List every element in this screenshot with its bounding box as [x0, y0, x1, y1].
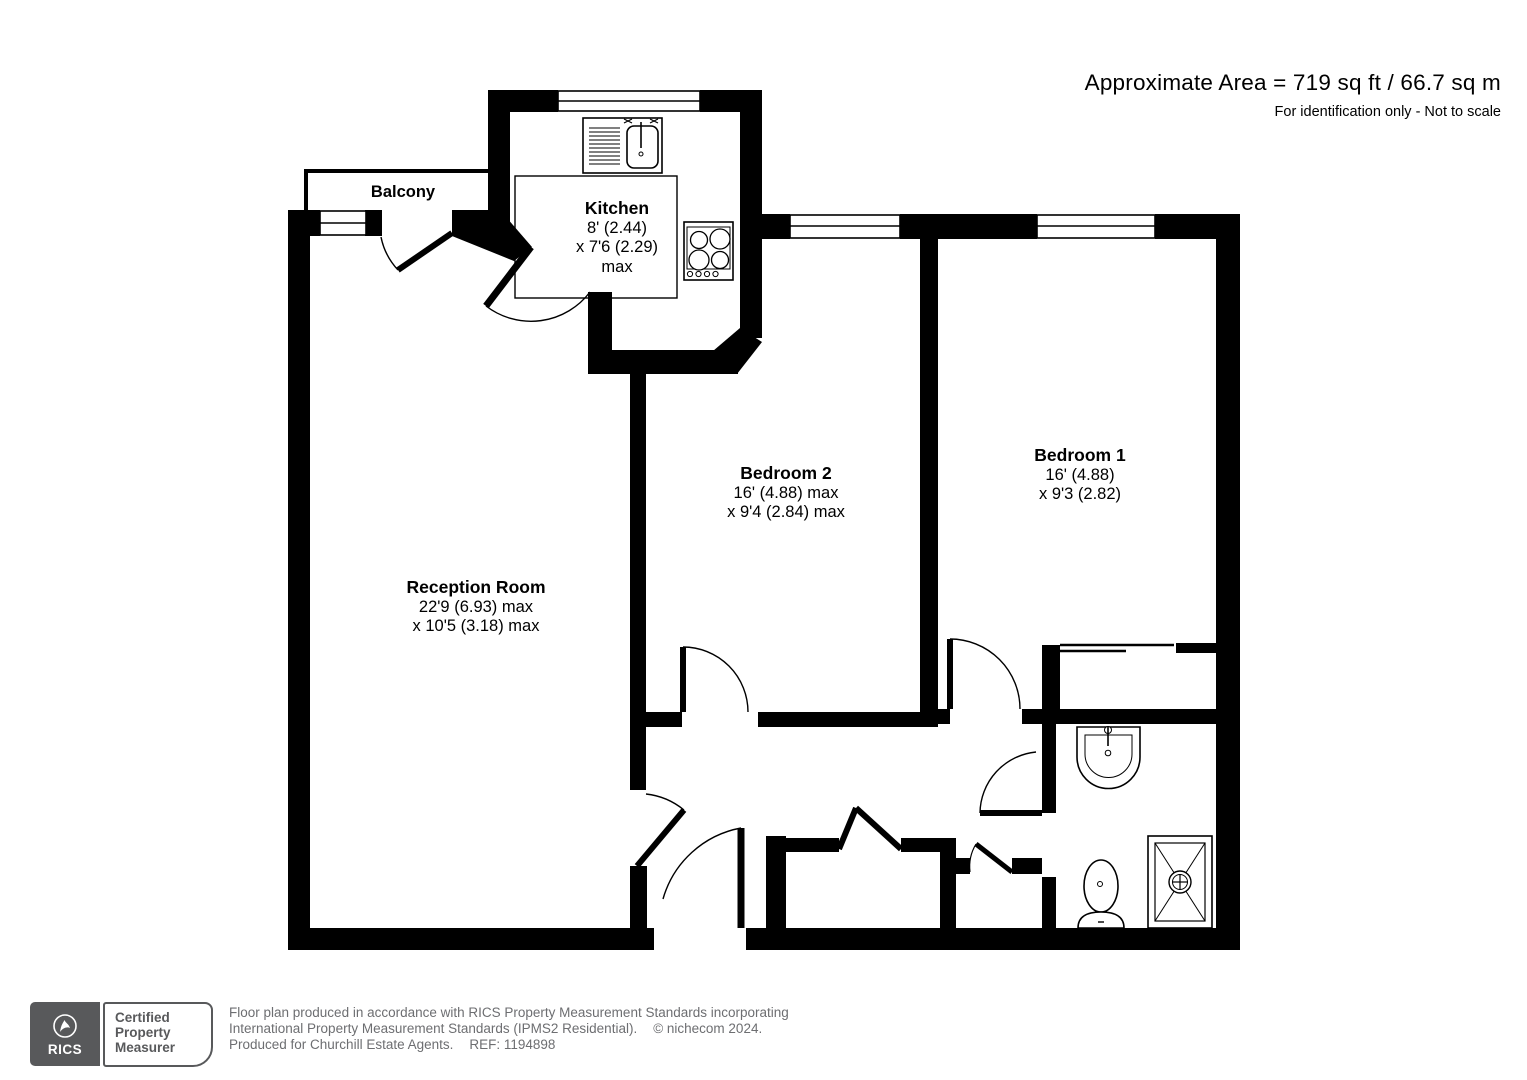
bedroom2-dim-1: 16' (4.88) max	[733, 483, 839, 502]
cooker-hob-icon	[684, 222, 733, 280]
hall-closet-door-icon	[970, 844, 1012, 872]
reception-name: Reception Room	[406, 577, 546, 597]
rics-logo	[30, 1002, 100, 1066]
bedroom2-window-icon	[790, 215, 900, 238]
wash-basin-icon	[1077, 727, 1140, 789]
footer-line-1: Floor plan produced in accordance with RICS Property Measurement Standards incorporating	[229, 1005, 789, 1020]
footer-ref: REF: 1194898	[469, 1036, 556, 1052]
footer-line-3	[229, 1037, 789, 1053]
bedroom1-name: Bedroom 1	[1034, 445, 1126, 465]
footer-line-2	[229, 1021, 789, 1037]
reception-door-icon	[637, 794, 684, 866]
bedroom1-label	[1034, 446, 1125, 505]
interior-walls	[630, 239, 1216, 928]
bathroom-door-icon	[980, 752, 1042, 813]
certified-measurer-badge	[103, 1002, 213, 1067]
bedroom1-dim-2: x 9'3 (2.82)	[1038, 485, 1122, 503]
reception-dim-2: x 10'5 (3.18) max	[412, 617, 540, 635]
badge-line-2: Property	[115, 1025, 171, 1041]
footer-line-2-text: International Property Measurement Standards (IPMS2 Residential).	[229, 1020, 638, 1036]
kitchen-dim-1: 8' (2.44)	[586, 218, 647, 237]
reception-window-icon	[320, 211, 366, 235]
bedroom1-door-icon	[950, 639, 1020, 709]
bedroom2-door-icon	[683, 647, 748, 712]
kitchen-dim-2: x 7'6 (2.29)	[575, 238, 659, 256]
bedroom2-label	[727, 464, 845, 523]
kitchen-name: Kitchen	[584, 198, 650, 218]
badge-line-3: Measurer	[115, 1040, 176, 1056]
footer-line-3-text: Produced for Churchill Estate Agents.	[229, 1036, 454, 1052]
header	[1085, 70, 1501, 120]
footer	[30, 1002, 789, 1067]
front-door-icon	[663, 828, 741, 928]
bathroom-fixtures	[1077, 727, 1212, 929]
kitchen-dim-3: max	[601, 257, 633, 276]
rics-logo-text: RICS	[47, 1041, 83, 1057]
toilet-icon	[1078, 860, 1124, 928]
wardrobe-sliding-doors-icon	[1060, 645, 1174, 651]
footer-copyright: © nichecom 2024.	[653, 1020, 763, 1036]
approximate-area-text: Approximate Area = 719 sq ft / 66.7 sq m	[1084, 70, 1501, 95]
disclaimer-text: For identification only - Not to scale	[1274, 104, 1501, 120]
reception-dim-1: 22'9 (6.93) max	[418, 597, 534, 616]
kitchen-door-icon	[486, 247, 590, 321]
bedroom2-name: Bedroom 2	[740, 463, 832, 483]
bedroom1-dim-1: 16' (4.88)	[1045, 465, 1115, 484]
rics-lion-icon	[51, 1013, 79, 1041]
balcony-door-icon	[381, 233, 452, 270]
badge-line-1: Certified	[115, 1010, 170, 1025]
balcony-label: Balcony	[370, 183, 436, 201]
hall-cupboard-bifold-door-icon	[839, 808, 901, 849]
footer-disclaimer	[229, 1002, 789, 1052]
kitchen-window-icon	[558, 91, 700, 111]
bedroom2-dim-2: x 9'4 (2.84) max	[727, 503, 845, 521]
reception-label	[406, 578, 545, 637]
shower-tray-icon	[1148, 836, 1212, 928]
kitchen-label	[576, 199, 658, 277]
bedroom1-window-icon	[1037, 215, 1155, 238]
kitchen-sink-icon	[583, 118, 662, 173]
